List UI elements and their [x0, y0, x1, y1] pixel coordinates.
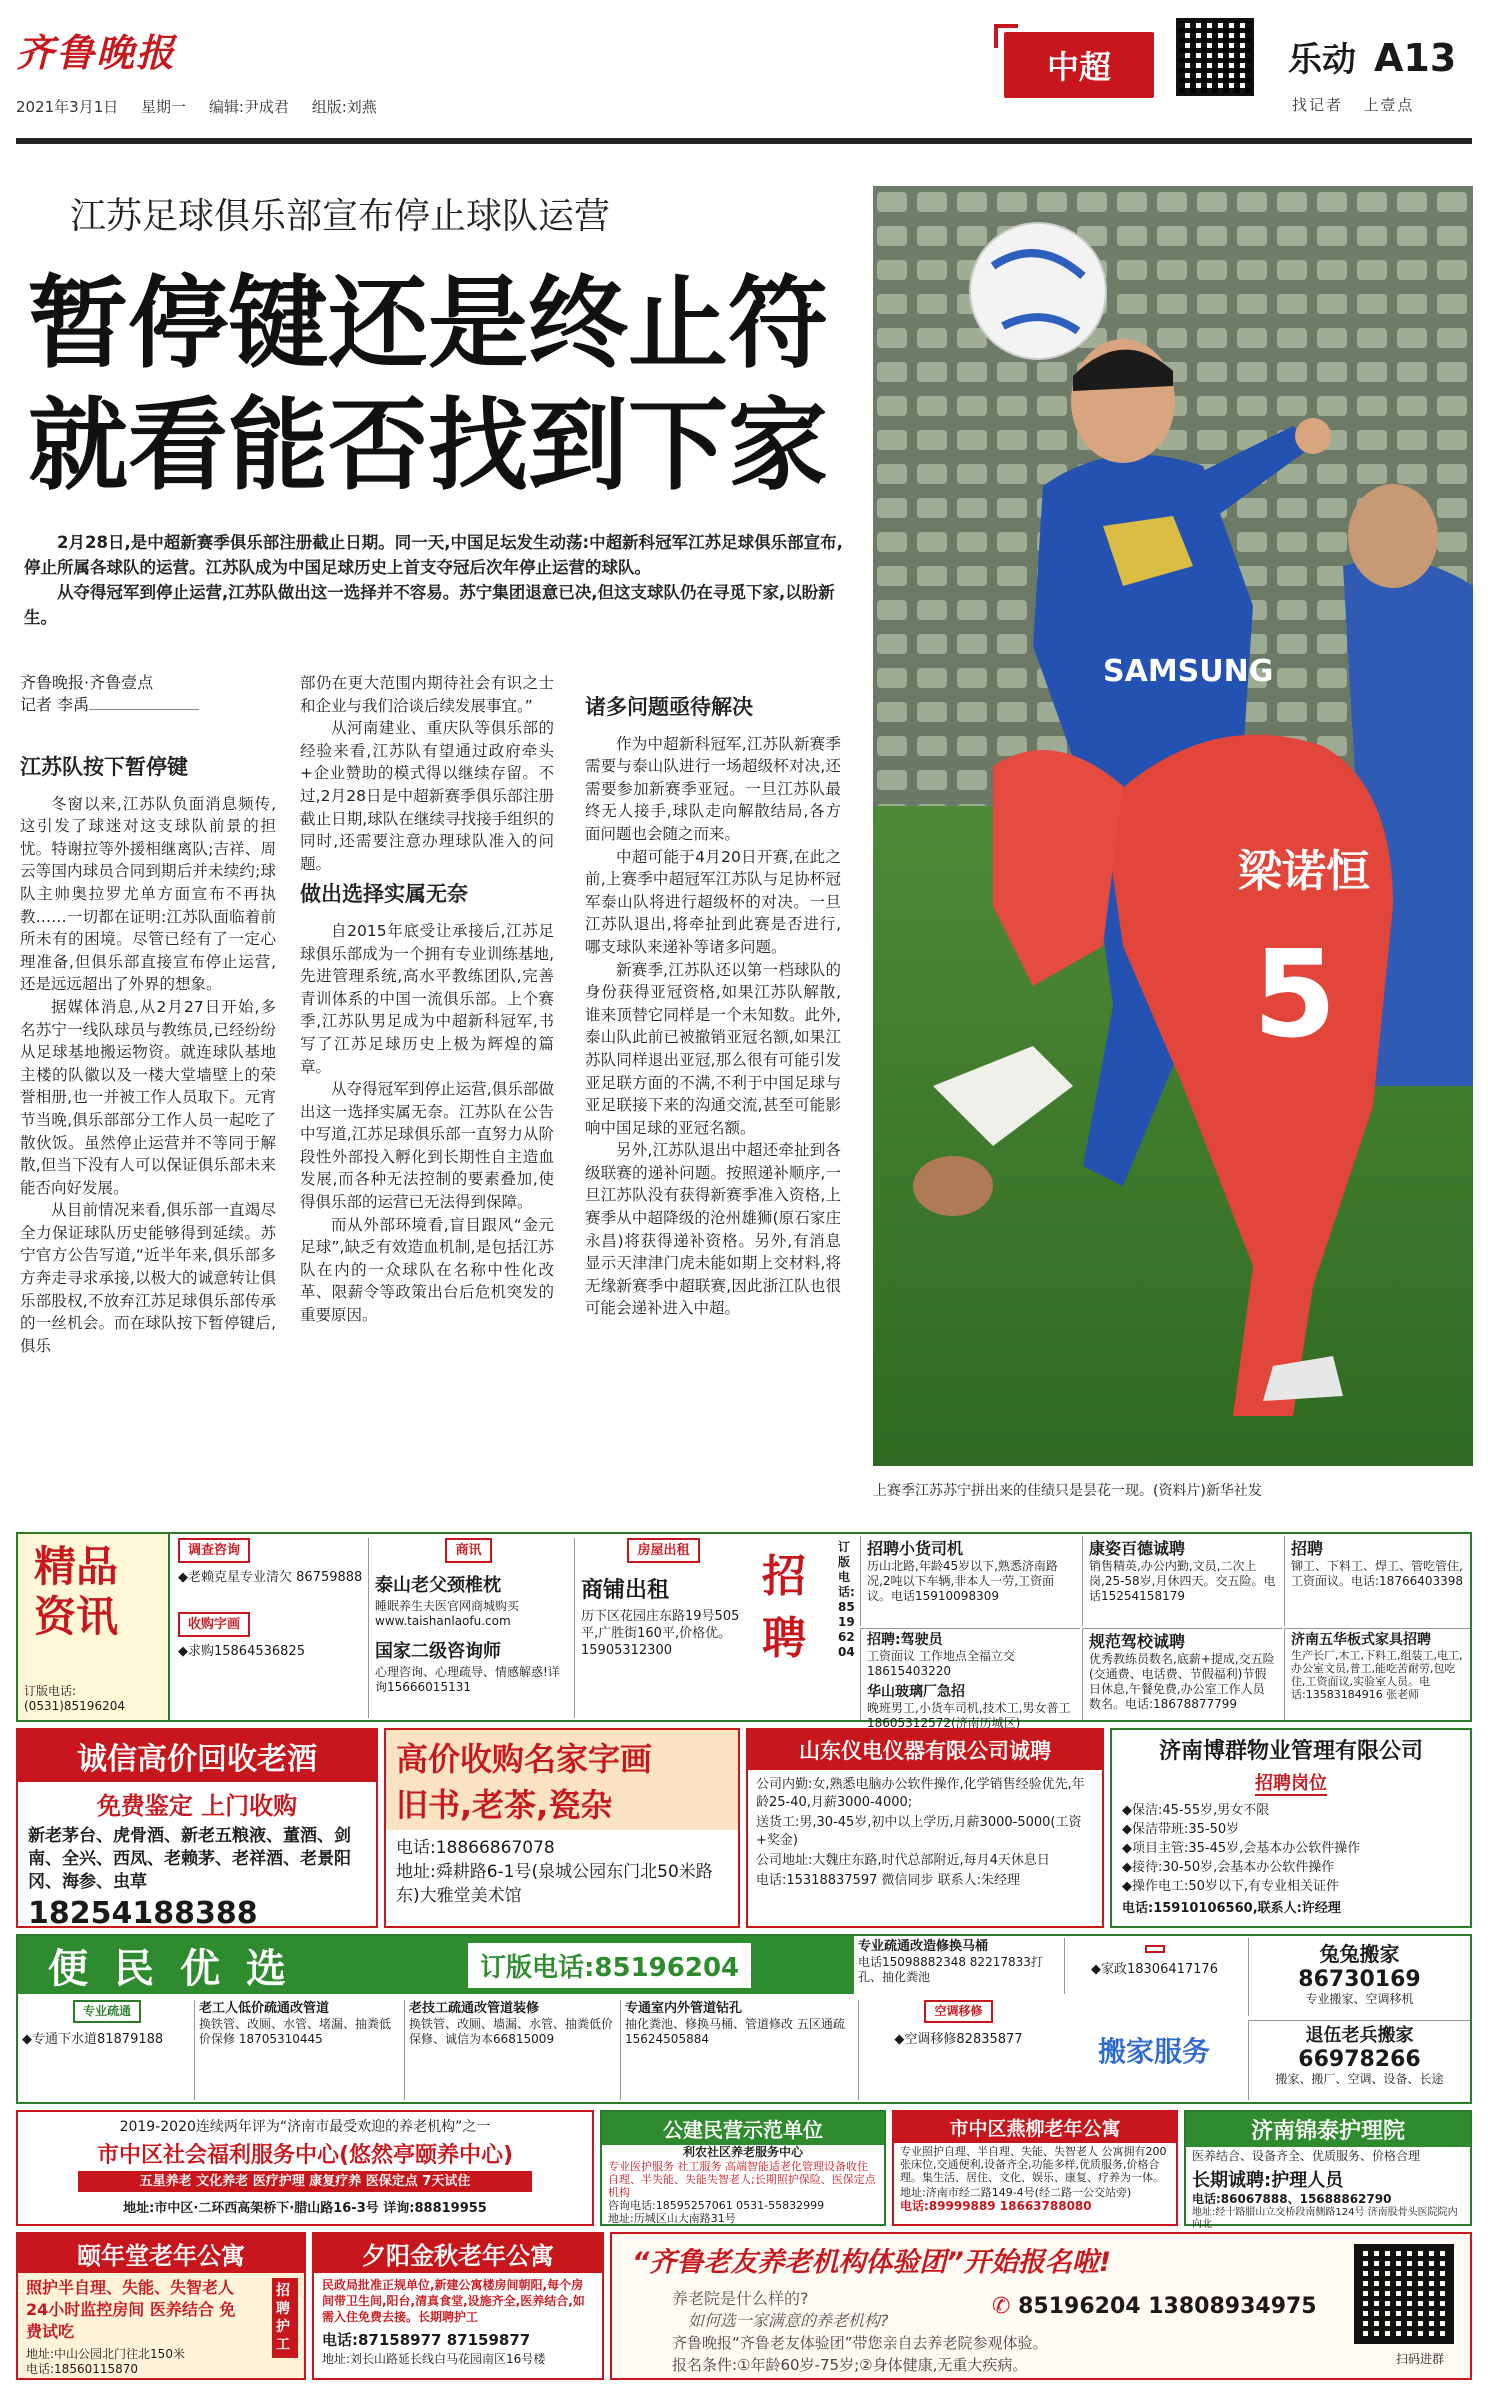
ad-yiqi-title: 山东仪电仪器有限公司诚聘	[748, 1730, 1102, 1770]
ad-siji-text: 历山北路,年龄45岁以下,熟悉济南路况,2吨以下车辆,非本人一劳,工资面议。电话15910098309	[867, 1559, 1058, 1603]
ad-jiashi-title: 招聘:驾驶员	[867, 1632, 943, 1648]
page-number: A13	[1374, 36, 1457, 80]
ad-shangpu	[574, 1538, 752, 1718]
ad-yinian-zhao: 招聘护工	[272, 2278, 298, 2358]
ad-jingpin-phone: 订版电话:(0531)85196204	[24, 1684, 125, 1713]
ad-boli-title: 华山玻璃厂急招	[867, 1684, 965, 1700]
masthead-rule	[16, 138, 1472, 144]
body-paragraph: 从夺得冠军到停止运营,俱乐部做出这一选择实属无奈。江苏队在公告中写道,江苏足球俱乐部一直努力从阶段性外部投入孵化到长期性自主造血发展,而各种无法控制的要素叠加,使得俱乐部的运营已无法得到保障。	[300, 1080, 554, 1212]
ad-gongjian-title: 公建民营示范单位	[602, 2112, 884, 2145]
subheading: 江苏队按下暂停键	[20, 755, 188, 779]
weekday-text: 星期一	[141, 98, 187, 116]
article-lede	[24, 530, 844, 630]
ad-zhuanye-label: 专业疏通	[73, 2000, 141, 2023]
ad-fangchan-label: 房屋出租	[627, 1538, 699, 1563]
ad-zhaopin-title: 招聘	[762, 1551, 806, 1664]
ad-tiyan-title: “齐鲁老友养老机构体验团”开始报名啦!	[632, 2247, 1112, 2278]
ad-tutu-sub: 专业搬家、空调移机	[1305, 1992, 1414, 2006]
jersey-number: 5	[1253, 926, 1337, 1065]
photo-caption: 上赛季江苏苏宁拼出来的佳绩只是昙花一现。(资料片)新华社发	[873, 1483, 1262, 1499]
body-paragraph: 中超可能于4月20日开赛,在此之前,上赛季中超冠军江苏队与足协杯冠军泰山队将进行超级杯的对决。一旦江苏队退出,将牵扯到此赛是否进行,哪支球队来递补等诸多问题。	[585, 847, 841, 956]
ad-yinian-title: 颐年堂老年公寓	[18, 2234, 304, 2273]
ad-tiyan-q1: 养老院是什么样的?	[672, 2289, 809, 2308]
ad-kangzi-title: 康姿百德诚聘	[1089, 1539, 1186, 1558]
ad-kangzi	[1082, 1536, 1282, 1626]
body-paragraph: 部仍在更大范围内期待社会有识之士和企业与我们洽谈后续发展事宜。”	[300, 674, 554, 715]
ad-shinei	[620, 2000, 854, 2100]
ad-yinian	[16, 2232, 306, 2380]
jersey-name: 梁诺恒	[1238, 846, 1370, 897]
reporter-app: 上壹点	[1363, 96, 1415, 114]
article-column-2	[300, 672, 554, 1508]
ad-jingpin-title: 精品资讯	[34, 1542, 119, 1641]
ad-kongtiao	[858, 2000, 1058, 2100]
subheading: 做出选择实属无奈	[300, 882, 468, 907]
ad-laojiu	[16, 1728, 378, 1931]
byline-reporter: 记者 李禹	[20, 695, 90, 714]
ad-yanliu	[892, 2110, 1178, 2226]
classified-ads-row-1	[16, 1532, 1472, 1730]
byline-source: 齐鲁晚报·齐鲁壹点	[20, 673, 154, 692]
ad-yiqi-phone: 电话:15318837597 微信同步 联系人:朱经理	[756, 1873, 1021, 1888]
ad-boqun-title: 济南博群物业管理有限公司	[1158, 1739, 1423, 1764]
masthead	[16, 14, 1472, 140]
ad-fuli-banner: 2019-2020连续两年评为“济南市最受欢迎的养老机构”之一	[119, 2119, 491, 2135]
body-paragraph: 从河南建业、重庆队等俱乐部的经验来看,江苏队有望通过政府牵头+企业赞助的模式得以继续存留。不过,2月28日是中超新赛季俱乐部注册截止日期,球队在继续寻找接手组织的同时,还需要注意办理球队准入的问题。	[300, 719, 554, 873]
ad-tiyan-qr-label: 扫码进群	[1395, 2352, 1444, 2366]
ad-shangpu-title: 商铺出租	[581, 1578, 670, 1603]
ad-banjia-service-title: 搬家服务	[1097, 2035, 1210, 2068]
ad-tiyan	[610, 2232, 1472, 2380]
ad-gongjian	[600, 2110, 886, 2226]
ad-tiyan-phone-wrap	[992, 2294, 1317, 2319]
phone-icon: ✆	[992, 2294, 1011, 2319]
section-title	[1288, 32, 1456, 81]
ad-tuiwu-sub: 搬家、搬厂、空调、设备、长途	[1275, 2072, 1444, 2086]
ad-laogong-text: 换铁管、改厕、水管、堵漏、抽粪低价保修 18705310445	[199, 2017, 392, 2046]
ad-shudao-text: 电话15098882348 82217833打孔、抽化粪池	[858, 1955, 1043, 1984]
ad-laojiu-title: 诚信高价回收老酒	[18, 1730, 376, 1782]
ad-laogong	[194, 2000, 402, 2100]
article-photo	[873, 186, 1473, 1466]
ad-yinian-addr: 地址:中山公园北门往北150米	[26, 2347, 185, 2361]
ad-jintai-text: 医养结合、设备齐全、优质服务、价格合理	[1192, 2149, 1421, 2163]
ad-yinian-text: 照护半自理、失能、失智老人 24小时监控房间 医养结合 免费试吃	[26, 2278, 236, 2341]
lede-paragraph: 从夺得冠军到停止运营,江苏队做出这一选择并不容易。苏宁集团退意已决,但这支球队仍在寻觅下家,以盼新生。	[24, 583, 835, 627]
ad-jiazheng-label	[1145, 1945, 1165, 1953]
ad-zhaopin3	[1284, 1536, 1470, 1626]
ad-gongjian-addr: 地址:历城区山大南路31号	[608, 2212, 736, 2225]
ad-boqun	[1110, 1728, 1472, 1928]
ad-fuli	[16, 2110, 594, 2226]
ad-tuiwu-phone: 66978266	[1298, 2047, 1421, 2072]
section-tab: 中超	[1004, 32, 1154, 98]
ad-boqun-list	[1122, 1801, 1460, 1896]
body-paragraph: 自2015年底受让承接后,江苏足球俱乐部成为一个拥有专业训练基地,先进管理系统,高水平教练团队,完善青训体系的中国一流俱乐部。上个赛季,江苏队男足成为中超新科冠军,书写了江苏足球历史上极为辉煌的篇章。	[300, 921, 554, 1076]
ad-fuli-sub: 五星养老 文化养老 医疗护理 康复疗养 医保定点 7天试住	[78, 2171, 532, 2192]
ad-boqun-item: ◆保洁带班:35-50岁	[1122, 1822, 1240, 1837]
ad-xinli-text: 心理咨询、心理疏导、情感解惑!详询15666015131	[375, 1665, 560, 1694]
ad-taishan-title: 泰山老父颈椎枕	[375, 1575, 501, 1596]
ad-xiyang	[312, 2232, 604, 2380]
editor-text: 编辑:尹成君	[208, 98, 289, 116]
newspaper-logo: 齐鲁晚报	[16, 30, 177, 75]
ad-jiaju-title: 济南五华板式家具招聘	[1291, 1632, 1431, 1648]
ad-tiyan-text: 齐鲁晚报“齐鲁老友体验团”带您亲自去养老院参观体验。	[672, 2334, 1048, 2352]
headline-line-2: 就看能否找到下家	[28, 386, 828, 504]
qr-code-icon	[1176, 18, 1254, 96]
shirt-sponsor: SAMSUNG	[1103, 654, 1274, 689]
ad-zihua-title-1: 高价收购名家字画	[396, 1740, 653, 1778]
body-paragraph: 另外,江苏队退出中超还牵扯到各级联赛的递补问题。按照递补顺序,一旦江苏队没有获得新赛季准入资格,上赛季从中超降级的沧州雄狮(原石家庄永昌)将获得递补资格。另外,有消息显示天津津门虎未能如期上交材料,将无缘新赛季中超联赛,因此浙江队也很可能会递补进入中超。	[585, 1141, 841, 1318]
ad-jiaju-text: 生产长厂,木工,下料工,组装工,电工,办公室文员,普工,能吃苦耐劳,包吃住,工资面议,实验室人员。电话:13583184916 张老师	[1291, 1649, 1463, 1701]
ad-siji	[860, 1536, 1080, 1626]
ad-gongjian-sub: 利农社区养老服务中心	[682, 2145, 803, 2159]
ad-bianmin-title: 便民优选	[48, 1945, 312, 1992]
ad-shudao	[858, 1938, 1058, 1994]
ad-shougou-label: 收购字画	[178, 1612, 250, 1637]
ad-zihua-title-2: 旧书,老茶,瓷杂	[396, 1786, 613, 1824]
ad-jiazheng-text: ◆家政18306417176	[1091, 1962, 1218, 1977]
ad-jiashi-text: 工资面议 工作地点全福立交18615403220	[867, 1649, 1015, 1678]
ad-boqun-item: ◆保洁:45-55岁,男女不限	[1122, 1803, 1270, 1818]
ad-boqun-phone: 电话:15910106560,联系人:许经理	[1122, 1901, 1341, 1916]
ad-shangxun-label: 商讯	[445, 1538, 491, 1563]
ad-jiaju	[1284, 1628, 1470, 1720]
subheading: 诸多问题亟待解决	[585, 695, 753, 719]
ad-tuiwu-title: 退伍老兵搬家	[1305, 2025, 1414, 2046]
body-paragraph: 新赛季,江苏队还以第一档球队的身份获得亚冠资格,如果江苏队解散,谁来顶替它同样是一个未知数。此外,泰山队此前已被撤销亚冠名额,如果江苏队同样退出亚冠,那么很有可能引发亚足联方面的不满,不利于中国足球与亚足联接下来的沟通交流,甚至可能影响中国足球的亚冠名额。	[585, 960, 841, 1137]
ad-zhaopin3-title: 招聘	[1291, 1539, 1324, 1558]
ad-shougou-text: ◆求购15864536825	[178, 1644, 305, 1659]
ad-yiqi-text: 公司内勤:女,熟悉电脑办公软件操作,化学销售经验优先,年龄25-40,月薪3000-4000;	[756, 1777, 1085, 1810]
ad-tutu-title: 兔兔搬家	[1319, 1942, 1400, 1966]
ad-shangxun	[368, 1538, 568, 1718]
ad-yanliu-title: 市中区燕柳老年公寓	[894, 2112, 1176, 2143]
ad-jintai-zhao: 长期诚聘:护理人员	[1192, 2170, 1344, 2191]
ad-bianmin-block	[16, 1934, 1472, 2104]
ad-yiqi-text: 送货工:男,30-45岁,初中以上学历,月薪3000-5000(工资+奖金)	[756, 1815, 1082, 1848]
ad-xiyang-addr: 地址:刘长山路延长线白马花园南区16号楼	[322, 2352, 546, 2366]
ad-jintai-title: 济南锦泰护理院	[1186, 2112, 1470, 2147]
ad-zhuanye-text: ◆专通下水道81879188	[22, 2032, 164, 2047]
ad-tiaocha-label: 调查咨询	[178, 1538, 250, 1563]
ad-yiqi	[746, 1728, 1104, 1928]
ad-tiaocha-text: ◆老赖克星专业清欠 86759888	[178, 1570, 363, 1585]
ad-laojiu-phone: 18254188388	[28, 1896, 258, 1931]
ad-tutu-phone: 86730169	[1298, 1967, 1421, 1992]
headline-line-1: 暂停键还是终止符	[28, 264, 828, 382]
ad-zhaopin3-text: 铆工、下料工、焊工、管吃管住,工资面议。电话:18766403398	[1291, 1559, 1464, 1588]
ad-tuiwu	[1248, 2020, 1470, 2100]
ad-yanliu-text: 专业照护自理、半自理、失能、失智老人 公寓拥有200张床位,交通便利,设备齐全,功能多样,优质服务,价格合理。集生活、居住、文化、娱乐、康复、疗养为一体。	[900, 2145, 1167, 2184]
ad-kongtiao-text: ◆空调移修82835877	[894, 2032, 1023, 2047]
ad-zihua-addr: 地址:舜耕路6-1号(泉城公园东门北50米路东)大雅堂美术馆	[396, 1862, 713, 1906]
ad-jingpin	[18, 1534, 170, 1720]
ad-jiaxiao-title: 规范驾校诚聘	[1089, 1632, 1186, 1651]
date-text: 2021年3月1日	[16, 98, 119, 116]
ad-tiyan-phone: 85196204 13808934975	[1018, 2294, 1317, 2319]
body-paragraph: 作为中超新科冠军,江苏队新赛季需要与泰山队进行一场超级杯对决,还需要参加新赛季亚冠。一旦江苏队最终无人接手,球队走向解散结局,各方面问题也会随之而来。	[585, 734, 841, 843]
ad-jiaxiao	[1082, 1628, 1282, 1720]
ad-banjia-service	[1064, 2000, 1244, 2100]
lede-paragraph: 2月28日,是中超新赛季俱乐部注册截止日期。同一天,中国足坛发生动荡:中超新科冠军江苏足球俱乐部宣布,停止所属各球队的运营。江苏队成为中国足球历史上首支夺冠后次年停止运营的球队。	[24, 533, 843, 577]
ad-fuli-title: 市中区社会福利服务中心(悠然亭颐养中心)	[96, 2143, 514, 2168]
ad-shinei-text: 抽化粪池、修换马桶、管道修改 五区通疏 15624505884	[625, 2017, 845, 2046]
ad-kangzi-text: 销售精英,办公内勤,文员,二次上岗,25-58岁,月休四天。交五险。电话15254158179	[1089, 1559, 1276, 1603]
ad-jigong	[404, 2000, 618, 2100]
ad-shangpu-text: 历下区花园庄东路19号505平,广胜街160平,价格优。15905312300	[581, 1609, 740, 1658]
ad-siji-title: 招聘小货司机	[867, 1539, 964, 1558]
ad-jigong-text: 换铁管、改厕、墙漏、水管、抽粪低价保修、诚信为本66815009	[409, 2017, 614, 2046]
ad-xiyang-phone: 电话:87158977 87159877	[322, 2331, 531, 2349]
ad-jiaxiao-text: 优秀教练员数名,底薪+提成,交五险(交通费、电话费、节假福利)节假日休息,午餐免费,办公室工作人员数名。电话:18678877799	[1089, 1652, 1275, 1711]
ad-taishan-text: 睡眠养生夫医官网商城购买 www.taishanlaofu.com	[375, 1599, 520, 1628]
article-column-3	[585, 688, 841, 1508]
qr-code-icon	[1354, 2244, 1454, 2344]
ad-yanliu-phone: 电话:89999889 18663788080	[900, 2199, 1092, 2213]
ad-jintai-phone: 电话:86067888、15688862790	[1192, 2192, 1392, 2206]
ad-yinian-phone: 电话:18560115870	[26, 2362, 139, 2376]
ad-tiaocha	[178, 1538, 368, 1718]
ad-zhaopin	[758, 1534, 858, 1720]
ad-bianmin-band	[18, 1936, 854, 1994]
ad-fuli-addr: 地址:市中区·二环西高架桥下·腊山路16-3号 详询:88819955	[123, 2201, 487, 2216]
ad-tutu-banjia	[1248, 1938, 1470, 2016]
ad-jigong-title: 老技工疏通改管道装修	[409, 2001, 540, 2016]
ad-zihua-phone: 电话:18866867078	[396, 1838, 555, 1858]
ad-zihua	[384, 1728, 740, 1928]
body-paragraph: 冬窗以来,江苏队负面消息频传,这引发了球迷对这支球队前景的担忧。特谢拉等外援相继离队;吉祥、周云等国内球员合同到期后并未续约;球队主帅奥拉罗尤单方面宣布不再执教……一切都在证明:江苏队面临着前所未有的困境。尽管已经有了一定心理准备,但俱乐部直接宣布停止运营,还是远远超出了外界的想象。	[20, 794, 276, 994]
ad-gongjian-phone: 咨询电话:18595257061 0531-55832999	[608, 2199, 825, 2212]
ad-shudao-title: 专业疏通改造修换马桶	[858, 1939, 989, 1954]
ad-boli-text: 晚班男工,小货车司机,技术工,男女普工18605312572(济南历城区)	[867, 1701, 1071, 1730]
ad-zhaopin-phone: 订版电话:85196204	[838, 1540, 855, 1659]
ad-bianmin-phone: 订版电话:85196204	[468, 1943, 751, 1988]
byline	[20, 672, 275, 716]
ad-jintai	[1184, 2110, 1472, 2230]
ad-boqun-item: ◆项目主管:35-45岁,会基本办公软件操作	[1122, 1841, 1361, 1856]
ad-gongjian-text: 专业医护服务 社工服务 高端智能适老化管理设备收住自理、半失能、失能失智老人;长期照护保险、医保定点机构	[608, 2160, 876, 2199]
ad-boqun-item: ◆操作电工:50岁以下,有专业相关证件	[1122, 1879, 1340, 1894]
ad-laojiu-sub: 免费鉴定 上门收购	[96, 1792, 298, 1820]
ad-xiyang-title: 夕阳金秋老年公寓	[314, 2234, 602, 2273]
ad-jiazheng	[1064, 1938, 1244, 1994]
reporter-label: 找记者	[1292, 96, 1344, 114]
designer-text: 组版:刘燕	[311, 98, 377, 116]
dateline	[16, 96, 395, 117]
ad-boqun-item: ◆接待:30-50岁,会基本办公软件操作	[1122, 1860, 1335, 1875]
body-paragraph: 而从外部环境看,盲目跟风“金元足球”,缺乏有效造血机制,是包括江苏队在内的一众球队在名称中性化改革、限薪令等政策出台后危机突发的重要原因。	[300, 1215, 554, 1325]
article-column-1	[20, 748, 276, 1508]
ad-zhuanye	[22, 2000, 192, 2100]
ad-yiqi-text: 公司地址:大魏庄东路,时代总部附近,每月4天休息日	[756, 1853, 1050, 1868]
reporter-app-label	[1292, 94, 1414, 115]
ad-yanliu-addr: 地址:济南市经二路149-4号(经二路一公交站旁)	[900, 2186, 1132, 2199]
ad-shinei-title: 专通室内外管道钻孔	[625, 2001, 743, 2016]
ad-jintai-addr: 地址:经十路腊山立交桥段南侧路124号 济南股骨头医院院内向北	[1192, 2207, 1458, 2230]
ad-xiyang-text: 民政局批准正规单位,新建公寓楼房间朝阳,每个房间带卫生间,阳台,清真食堂,设施齐全,医养结合,如需入住免费去接。长期聘护工	[322, 2278, 585, 2324]
ad-kongtiao-label: 空调移修	[924, 2000, 992, 2023]
ad-tiyan-cond: 报名条件:①年龄60岁-75岁;②身体健康,无重大疾病。	[672, 2356, 1028, 2374]
section-name: 乐动	[1288, 40, 1356, 80]
article-headline	[28, 262, 828, 506]
body-paragraph: 据媒体消息,从2月27日开始,多名苏宁一线队球员与教练员,已经纷纷从足球基地搬运物资。就连球队基地主楼的队徽以及一楼大堂墙壁上的荣誉相册,也一并被工作人员取下。元宵节当晚,俱乐部部分工作人员一起吃了散伙饭。虽然停止运营并不等同于解散,但当下没有人可以保证俱乐部未来能否向好发展。	[20, 997, 276, 1197]
article-kicker: 江苏足球俱乐部宣布停止球队运营	[70, 196, 611, 237]
ad-laogong-title: 老工人低价疏通改管道	[199, 2001, 330, 2016]
ad-tiyan-q2: 如何选一家满意的养老机构?	[688, 2311, 889, 2330]
ad-jiashi	[860, 1628, 1080, 1730]
ad-xinli-title: 国家二级咨询师	[375, 1641, 501, 1662]
body-paragraph: 从目前情况来看,俱乐部一直竭尽全力保证球队历史能够得到延续。苏宁官方公告写道,“近半年来,俱乐部多方奔走寻求承接,以极大的诚意转让俱乐部股权,不放弃江苏足球俱乐部传承的一丝机会。而在球队按下暂停键后,俱乐	[20, 1201, 276, 1355]
ad-laojiu-text: 新老茅台、虎骨酒、新老五粮液、董酒、剑南、全兴、西凤、老赖茅、老祥酒、老景阳冈、海参、虫草	[28, 1826, 351, 1892]
ad-boqun-sub: 招聘岗位	[1255, 1773, 1327, 1794]
